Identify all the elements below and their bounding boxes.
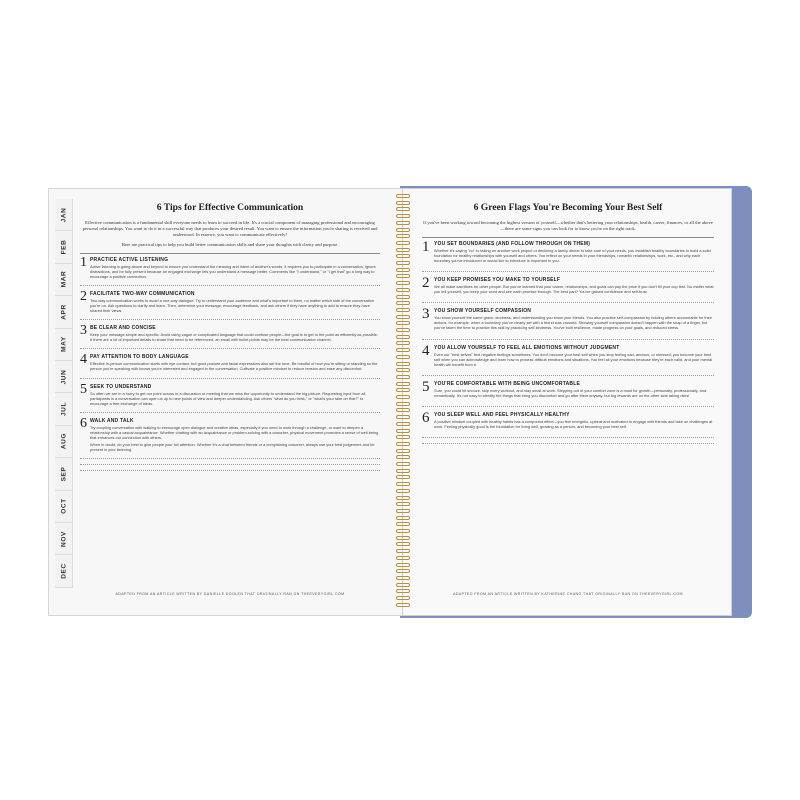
spiral-ring — [396, 368, 410, 372]
month-tab-apr[interactable] — [55, 296, 73, 328]
tip-number: 3 — [80, 323, 87, 339]
spiral-ring — [396, 382, 410, 386]
tip-number: 6 — [422, 410, 430, 427]
tip-number: 3 — [422, 306, 430, 323]
spiral-ring — [396, 415, 410, 419]
left-intro-2: Here are practical tips to help you build better communication skills and share your thoughts with clarity and purpose. — [121, 241, 339, 247]
spiral-ring — [396, 254, 410, 258]
spiral-ring — [396, 321, 410, 325]
tip-3 — [422, 308, 714, 330]
month-tab-nov[interactable] — [55, 523, 73, 555]
spiral-ring — [396, 228, 410, 232]
dotted-divider — [80, 464, 380, 465]
spiral-ring — [396, 569, 410, 573]
month-tabs — [55, 199, 73, 588]
spiral-ring — [396, 563, 410, 567]
dotted-divider — [80, 470, 380, 471]
tip-6 — [422, 412, 714, 429]
spiral-ring — [396, 429, 410, 433]
month-tab-jun[interactable] — [55, 361, 73, 393]
dotted-divider — [422, 271, 714, 272]
tip-body: Sure, you could hit snooze, skip every workout, and stay small at work. Stepping out of your comfort zone is a must for growth—personally, professionally, and romantically. It's not easy to identify the things that bring you discomfort and go after them anyway, but big rewards are on the other side taking risks! — [434, 387, 707, 398]
spiral-ring — [396, 596, 410, 600]
spiral-binding — [396, 194, 410, 610]
spiral-ring — [396, 482, 410, 486]
month-tab-label: JUN — [60, 369, 67, 385]
dotted-divider — [422, 302, 714, 303]
spiral-ring — [396, 348, 410, 352]
month-tab-label: MAR — [60, 271, 67, 288]
spiral-ring — [396, 315, 410, 319]
month-tab-label: OCT — [60, 498, 67, 514]
right-page-title: 6 Green Flags You're Becoming Your Best Self — [473, 202, 663, 213]
spiral-ring — [396, 281, 410, 285]
tip-heading: YOU'RE COMFORTABLE WITH BEING UNCOMFORTABLE — [434, 380, 580, 387]
tip-heading: YOU SHOW YOURSELF COMPASSION — [434, 308, 532, 315]
spiral-ring — [396, 496, 410, 500]
spiral-ring — [396, 194, 410, 198]
spiral-ring — [396, 268, 410, 272]
tip-body: So often we are in a hurry to get our point across in a discussion or meeting that we miss the opportunity to understand the big picture. Requesting input from all participants in a conversation can open us up to new points of view and deeper understanding. Ask others "what do you think," or "what's your take on that?" to encourage a free exchange of ideas. — [90, 390, 366, 406]
dotted-divider — [422, 339, 714, 340]
month-tab-label: DEC — [60, 563, 67, 579]
dotted-divider — [422, 406, 714, 407]
tip-number: 5 — [422, 378, 430, 395]
tip-number: 4 — [422, 342, 430, 359]
spiral-ring — [396, 308, 410, 312]
tip-body: A positive mindset coupled with healthy habits has a compound effect—you feel energetic, upbeat and motivated to engage with friends and take on challenges at work. Feeling physically good is the foundation for living well, growing as a person, and becoming your best self. — [434, 419, 713, 430]
tip-number: 6 — [80, 415, 87, 431]
tip-body: Try coupling conversation with walking to encourage open dialogue and creative ideas, especially if you need to work through a challenge, or want to deepen a relationship with a casual acquaintance. Whether chatting with an acquaintance or problem-solving with a coworker, physical movement promotes a sense of well-being that enhances our connection with others. — [90, 424, 379, 441]
spiral-ring — [396, 542, 410, 546]
dotted-divider — [422, 437, 714, 438]
month-tab-label: MAY — [60, 336, 67, 353]
month-tab-label: FEB — [60, 239, 67, 255]
spiral-ring — [396, 388, 410, 392]
tip-number: 4 — [80, 352, 87, 368]
spiral-ring — [396, 402, 410, 406]
spiral-ring — [396, 261, 410, 265]
month-tab-oct[interactable] — [55, 491, 73, 523]
dotted-divider — [80, 458, 380, 459]
right-footer: ADAPTED FROM AN ARTICLE WRITTEN BY KATHERINE CHANG THAT ORIGINALLY RAN ON THEEVERYGIRL.COM — [453, 592, 683, 596]
tip-number: 2 — [422, 275, 430, 292]
tip-number: 2 — [80, 288, 87, 304]
month-tab-label: AUG — [60, 433, 67, 450]
month-tab-label: APR — [60, 304, 67, 320]
spiral-ring — [396, 576, 410, 580]
spiral-ring — [396, 536, 410, 540]
spiral-ring — [396, 442, 410, 446]
spiral-ring — [396, 589, 410, 593]
month-tab-label: NOV — [60, 530, 67, 547]
tip-2 — [422, 277, 714, 294]
tip-body: We all make sacrifices for other people. But you've learned that your career, relationships, and goals can pay the price if you don't fill your cup first. No matter what you tell yourself, you keep your word and see each promise through. The best part? You've gained confidence and self-trust. — [434, 284, 714, 295]
spiral-ring — [396, 335, 410, 339]
spiral-ring — [396, 234, 410, 238]
spiral-ring — [396, 522, 410, 526]
spiral-ring — [396, 221, 410, 225]
month-tab-may[interactable] — [55, 329, 73, 361]
month-tab-mar[interactable] — [55, 264, 73, 296]
spiral-ring — [396, 288, 410, 292]
spiral-ring — [396, 248, 410, 252]
dotted-divider — [80, 285, 380, 286]
spiral-ring — [396, 435, 410, 439]
divider — [80, 253, 380, 254]
tip-body: You show yourself the same grace, kindness, and understanding you show your friends. You also practice self-compassion by holding others accountable for their actions, for example, when a boundary you've clearly set with a friend was crossed. Showing yourself compassion doesn't happen with the snap of a finger, but you've taken the time to practice this skill by practicing self-kindness. You've built resilience, made progress on your goals, and reduced stress. — [434, 315, 712, 331]
dotted-divider — [422, 375, 714, 376]
spiral-ring — [396, 214, 410, 218]
tip-body: Two-way communication works to avoid a one-way dialogue. Try to understand your audience and what's important to them, no matter which side of the conversation you're on. Ask questions to clarify and learn. Then, determine your message, encourage feedback, and ask others if they have anything to add to ensure they have shared their views. — [90, 297, 375, 314]
dotted-divider — [80, 319, 380, 320]
tip-4 — [422, 342, 714, 367]
spiral-ring — [396, 362, 410, 366]
dotted-divider — [80, 348, 380, 349]
tip-number: 1 — [422, 238, 430, 255]
right-intro: If you've been working toward becoming the highest version of yourself—whether that's bettering your relationships, health, career, finances, or all the above—there are some signs you can look for to know you're on the right track. — [423, 220, 713, 231]
left-content — [80, 202, 380, 476]
tip-heading: PAY ATTENTION TO BODY LANGUAGE — [90, 354, 189, 361]
tip-body: Keep your message simple and specific. Avoid using vague or complicated language that could confuse people—the goal is to get to the point as efficiently as possible. If there are a lot of important details to share that need to be referenced, an email with bullet points may be the best communication channel. — [90, 332, 378, 343]
spiral-ring — [396, 341, 410, 345]
dotted-divider — [422, 443, 714, 444]
tip-heading: BE CLEAR AND CONCISE — [90, 325, 156, 332]
tip-number: 1 — [80, 254, 87, 270]
divider — [422, 237, 714, 238]
dotted-divider — [80, 378, 380, 379]
spiral-ring — [396, 328, 410, 332]
spiral-ring — [396, 529, 410, 533]
spiral-ring — [396, 207, 410, 211]
tip-heading: YOU KEEP PROMISES YOU MAKE TO YOURSELF — [434, 277, 561, 284]
spiral-ring — [396, 489, 410, 493]
tip-4 — [80, 354, 380, 371]
left-footer: ADAPTED FROM AN ARTICLE WRITTEN BY DANIELLE DOOLEN THAT ORIGINALLY RAN ON THEEVERYGIRL.COM — [115, 592, 345, 596]
spiral-ring — [396, 201, 410, 205]
spiral-ring — [396, 556, 410, 560]
month-tab-jul[interactable] — [55, 393, 73, 425]
tip-body: Whether it's saying "no" to taking on another work project or declining a family dinner to take care of your needs, you establish healthy boundaries to build a solid foundation for healthy relationships with yourself and others. You reflect on your needs in your friendships, romantic relationships, work, etc., and why each boundary you've introduced or would like to introduce is important to you. — [434, 247, 711, 263]
month-tab-feb[interactable] — [55, 231, 73, 263]
month-tab-label: SEP — [60, 466, 67, 482]
spiral-ring — [396, 509, 410, 513]
tip-5 — [80, 381, 380, 406]
tip-number: 5 — [80, 381, 87, 397]
month-tab-jan[interactable] — [55, 199, 73, 231]
spiral-ring — [396, 274, 410, 278]
spiral-ring — [396, 301, 410, 305]
tip-heading: YOU ALLOW YOURSELF TO FEEL ALL EMOTIONS WITHOUT JUDGMENT — [434, 344, 620, 351]
tip-heading: WALK AND TALK — [90, 417, 134, 424]
tip-body: Active listening is going above and beyond to ensure you understand the meaning and intent of another's words. It requires you to participate in a conversation, ignore distractions, and be fully present because an engaged exchange lets you understand a message better. Comments like "I understand," or "I get that" go a long way to encourage a positive connection. — [90, 263, 376, 279]
tip-heading: YOU SLEEP WELL AND FEEL PHYSICALLY HEALTHY — [434, 412, 570, 419]
month-tab-sep[interactable] — [55, 458, 73, 490]
spiral-ring — [396, 475, 410, 479]
tip-1 — [80, 254, 380, 279]
tip-heading: PRACTICE ACTIVE LISTENING — [90, 256, 169, 263]
spiral-ring — [396, 455, 410, 459]
spiral-ring — [396, 516, 410, 520]
tip-heading: YOU SET BOUNDARIES (AND FOLLOW THROUGH ON THEM) — [434, 240, 591, 247]
dotted-divider — [80, 412, 380, 413]
planner — [48, 186, 752, 618]
spiral-ring — [396, 295, 410, 299]
spiral-ring — [396, 549, 410, 553]
tip-5 — [422, 378, 714, 398]
spiral-ring — [396, 355, 410, 359]
tip-body: Even our "best selves" feel negative feelings sometimes. You don't become your best self when you stop feeling sad, anxious, or stressed; you become your best self when you can acknowledge and learn how to process difficult emotions and situations. You feel all your emotions because they're each valid, and your mental health will benefit from it. — [434, 351, 713, 367]
tip-3 — [80, 325, 380, 342]
spiral-ring — [396, 583, 410, 587]
month-tab-dec[interactable] — [55, 555, 73, 587]
tip-heading: FACILITATE TWO-WAY COMMUNICATION — [90, 290, 195, 297]
spiral-ring — [396, 603, 410, 607]
spiral-ring — [396, 375, 410, 379]
tip-body-closing: When in doubt, do your best to give people your full attention. Whether it's a chat between friends or a complaining coworker, always use your best judgement and be present in your listening. — [90, 442, 375, 453]
left-page-title: 6 Tips for Effective Communication — [156, 202, 304, 213]
tip-body: Effective in-person communication starts with eye contact, but good posture and facial expressions also set the tone. Be mindful of how you're sitting or standing so the person you're speaking with knows you're interested and engaged in the conversation. Cultivate a positive mindset to reduce tension and ease any discomfort. — [90, 361, 378, 372]
spiral-ring — [396, 469, 410, 473]
spiral-ring — [396, 395, 410, 399]
tip-heading: SEEK TO UNDERSTAND — [90, 383, 152, 390]
spiral-ring — [396, 422, 410, 426]
spiral-ring — [396, 241, 410, 245]
spiral-ring — [396, 408, 410, 412]
left-intro: Effective communication is a fundamental skill everyone needs to learn to succeed in life. It's a crucial component of managing professional and encouraging personal relationships. You want to do it in a successful way that produces your desired result. You want to ensure the information you're sharing is received and understood. In essence, you want to communicate effectively! — [82, 220, 378, 237]
spiral-ring — [396, 502, 410, 506]
tip-6 — [80, 415, 380, 453]
month-tab-label: JAN — [60, 207, 67, 223]
tip-2 — [80, 288, 380, 314]
tip-1 — [422, 238, 714, 263]
right-content — [422, 202, 714, 449]
month-tab-label: JUL — [60, 401, 67, 417]
month-tab-aug[interactable] — [55, 426, 73, 458]
spiral-ring — [396, 462, 410, 466]
spiral-ring — [396, 449, 410, 453]
